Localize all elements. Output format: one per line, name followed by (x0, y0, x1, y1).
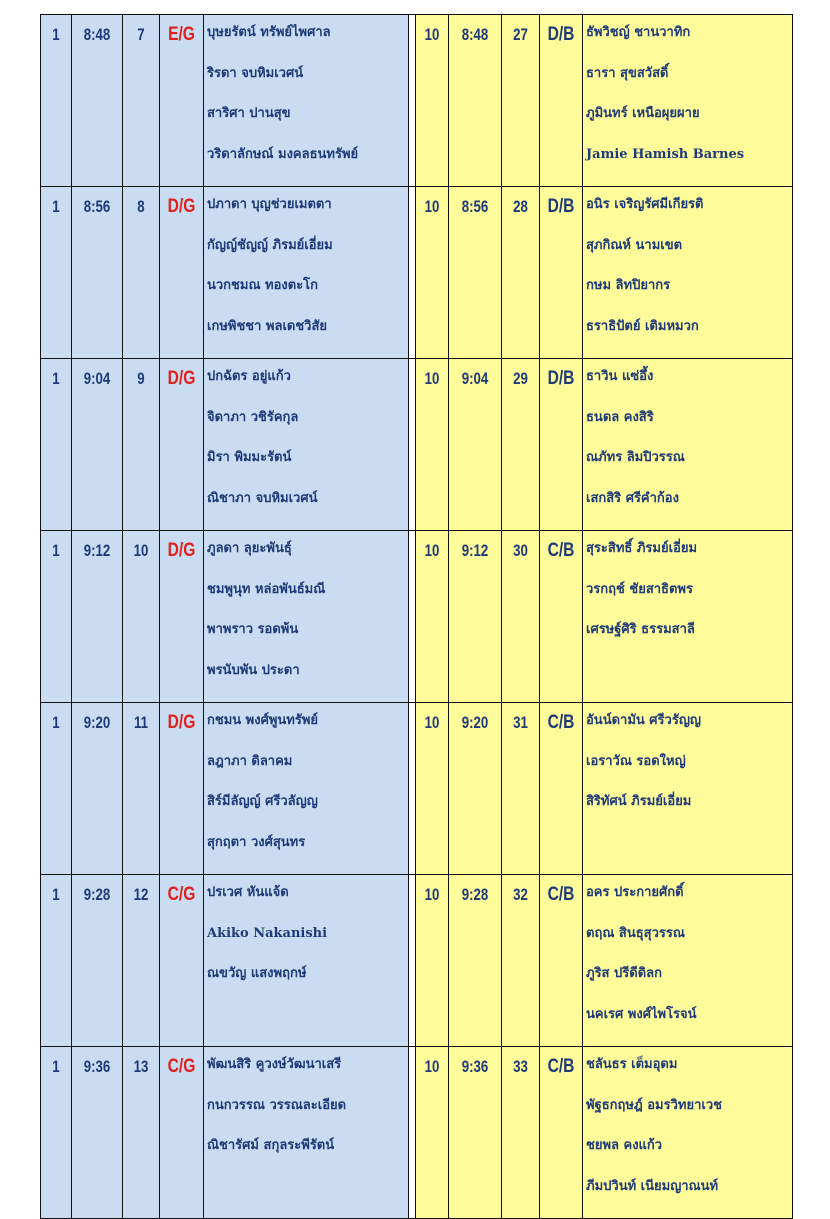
left-type-cell (160, 1047, 204, 1219)
left-hole-cell (41, 531, 72, 703)
right-time-cell (449, 15, 502, 187)
left-player-list (204, 359, 408, 530)
player-name: ภีมปวินท์ เนียมญาณนท์ (586, 1178, 719, 1194)
player-name: เกษพิชชา พลเดชวิสัย (207, 318, 328, 334)
right-type-cell (540, 187, 583, 359)
right-names-cell (583, 187, 793, 359)
player-name: ธัพวิชญ์ ชานวาทิก (586, 25, 691, 40)
player-name: ธารา สุขสวัสดิ์ (586, 65, 669, 81)
right-names-cell (583, 875, 793, 1047)
group-row (41, 1047, 793, 1219)
left-group-cell (123, 703, 160, 875)
right-hole: 10 (424, 25, 440, 44)
right-group-number: 31 (513, 713, 528, 732)
left-time-cell (72, 531, 123, 703)
player-name: ภูริส ปรีดีดิลก (586, 966, 662, 981)
right-hole-cell (416, 531, 449, 703)
left-player-list (204, 15, 408, 186)
left-group-number: 7 (137, 25, 145, 44)
left-player-list (204, 187, 408, 358)
right-player-list (583, 187, 792, 358)
right-time-cell (449, 875, 502, 1047)
left-hole: 1 (52, 197, 60, 216)
column-divider (409, 359, 416, 531)
player-name: เอราวัณ รอดใหญ่ (586, 753, 686, 769)
tee-time-sheet (40, 14, 792, 1194)
player-name: กนกวรรณ วรรณละเอียด (207, 1097, 347, 1113)
left-time: 9:04 (83, 369, 111, 388)
player-name: ตฤณ สินธุสุวรรณ (586, 925, 685, 941)
right-player-list (583, 875, 792, 1046)
right-group-number: 27 (513, 25, 528, 44)
right-group-number: 32 (513, 885, 528, 904)
left-player-list (204, 531, 408, 702)
player-name: ชยพล คงแก้ว (586, 1138, 663, 1153)
left-hole: 1 (52, 885, 60, 904)
left-division: D/G (167, 712, 196, 733)
right-group-cell (502, 531, 540, 703)
left-division: D/G (167, 196, 196, 217)
column-divider (409, 1047, 416, 1219)
left-type-cell (160, 875, 204, 1047)
right-player-list (583, 15, 792, 186)
right-division: C/B (547, 540, 575, 561)
right-hole: 10 (424, 369, 440, 388)
player-name: อันน์ดามัน ศรีวรัญญ (586, 713, 701, 728)
right-hole-cell (416, 875, 449, 1047)
group-row (41, 703, 793, 875)
player-name: กัญญ์ชัญญ์ ภิรมย์เอี่ยม (207, 237, 333, 253)
column-divider (409, 187, 416, 359)
group-row (41, 359, 793, 531)
left-time-cell (72, 15, 123, 187)
player-name: ณิชาภา จบหิมเวศน์ (207, 490, 318, 506)
left-hole: 1 (52, 541, 60, 560)
left-hole-cell (41, 15, 72, 187)
left-division: D/G (167, 368, 196, 389)
left-hole: 1 (52, 369, 60, 388)
right-hole: 10 (424, 1057, 440, 1076)
right-player-list (583, 703, 792, 834)
player-name: สาริศา ปานสุข (207, 106, 291, 121)
right-time: 9:28 (461, 885, 489, 904)
right-division: D/B (547, 24, 575, 45)
right-type-cell (540, 531, 583, 703)
right-names-cell (583, 15, 793, 187)
left-group-number: 12 (133, 885, 149, 904)
player-name: พาพราว รอดพ้น (207, 622, 299, 637)
player-name: ภูมินทร์ เหนือผุยผาย (586, 106, 700, 121)
left-names-cell (204, 15, 409, 187)
player-name: ลฎาภา ดิลาคม (207, 753, 293, 769)
right-type-cell (540, 875, 583, 1047)
left-hole: 1 (52, 713, 60, 732)
player-name: เศรษฐ์ศิริ ธรรมสาลี (586, 622, 695, 637)
right-time: 9:04 (461, 369, 489, 388)
left-time-cell (72, 359, 123, 531)
player-name: สิร์มีลัญญ์ ศรีวลัญญ (207, 794, 318, 809)
left-group-cell (123, 15, 160, 187)
left-player-list (204, 703, 408, 874)
right-division: C/B (547, 712, 575, 733)
left-time-cell (72, 1047, 123, 1219)
player-name: พัฒนสิริ คูวงษ์วัฒนาเสรี (207, 1057, 342, 1072)
right-hole-cell (416, 359, 449, 531)
left-division: D/G (167, 540, 196, 561)
player-name: Jamie Hamish Barnes (586, 146, 745, 162)
group-row (41, 875, 793, 1047)
left-time-cell (72, 875, 123, 1047)
right-division: D/B (547, 368, 575, 389)
right-group-cell (502, 359, 540, 531)
right-time: 8:56 (461, 197, 489, 216)
player-name: นคเรศ พงศ์ไพโรจน์ (586, 1006, 697, 1022)
right-time: 9:36 (461, 1057, 489, 1076)
player-name: สุระสิทธิ์ ภิรมย์เอี่ยม (586, 541, 698, 556)
left-names-cell (204, 531, 409, 703)
left-group-number: 13 (133, 1057, 149, 1076)
right-group-cell (502, 875, 540, 1047)
player-name: ปรเวศ หันแจ้ด (207, 885, 289, 900)
left-group-cell (123, 359, 160, 531)
left-type-cell (160, 531, 204, 703)
left-division: C/G (167, 1056, 196, 1077)
group-row (41, 187, 793, 359)
player-name: กษม ลิทปิยากร (586, 278, 671, 293)
right-names-cell (583, 703, 793, 875)
player-name: อนิร เจริญรัศมีเกียรติ (586, 197, 704, 212)
left-time: 8:48 (83, 25, 111, 44)
left-time-cell (72, 703, 123, 875)
right-group-number: 28 (513, 197, 528, 216)
left-group-cell (123, 875, 160, 1047)
right-division: C/B (547, 884, 575, 905)
right-group-cell (502, 15, 540, 187)
player-name: มิรา พิมมะรัตน์ (207, 450, 292, 465)
player-name: พัฐธกฤษฎ์ อมรวิทยาเวช (586, 1097, 722, 1113)
right-hole: 10 (424, 197, 440, 216)
right-player-list (583, 359, 792, 530)
player-name: ภูลดา ลุยะพันธุ์ (207, 541, 292, 556)
player-name: ปกฉัตร อยู่แก้ว (207, 369, 291, 384)
right-group-number: 30 (513, 541, 528, 560)
right-time-cell (449, 531, 502, 703)
player-name: บุษยรัตน์ ทรัพย์ไพศาล (207, 25, 331, 40)
left-group-cell (123, 1047, 160, 1219)
left-division: C/G (167, 884, 196, 905)
player-name: สุกฤตา วงศ์สุนทร (207, 834, 306, 850)
column-divider (409, 703, 416, 875)
column-divider (409, 15, 416, 187)
left-hole-cell (41, 875, 72, 1047)
right-time: 8:48 (461, 25, 489, 44)
left-type-cell (160, 703, 204, 875)
left-group-number: 10 (133, 541, 149, 560)
right-names-cell (583, 1047, 793, 1219)
left-group-cell (123, 187, 160, 359)
left-type-cell (160, 15, 204, 187)
tee-time-table (40, 14, 793, 1219)
right-type-cell (540, 1047, 583, 1219)
right-division: C/B (547, 1056, 575, 1077)
player-name: ธนดล คงสิริ (586, 409, 654, 425)
player-name: ชลันธร เต็มอุดม (586, 1057, 678, 1072)
left-time: 9:36 (83, 1057, 111, 1076)
group-row (41, 15, 793, 187)
right-time-cell (449, 703, 502, 875)
left-hole-cell (41, 1047, 72, 1219)
right-player-list (583, 531, 792, 662)
group-rows (41, 15, 793, 1219)
left-group-number: 11 (133, 713, 149, 732)
right-group-cell (502, 1047, 540, 1219)
right-type-cell (540, 359, 583, 531)
left-time-cell (72, 187, 123, 359)
right-type-cell (540, 15, 583, 187)
right-hole: 10 (424, 713, 440, 732)
left-names-cell (204, 703, 409, 875)
player-name: ชมพูนุท หล่อพันธ์มณี (207, 581, 326, 597)
player-name: ณิชารัศม์ สกุลระพีรัตน์ (207, 1138, 335, 1153)
left-names-cell (204, 875, 409, 1047)
left-names-cell (204, 187, 409, 359)
right-names-cell (583, 359, 793, 531)
right-hole-cell (416, 187, 449, 359)
left-names-cell (204, 1047, 409, 1219)
player-name: ริรดา จบหิมเวศน์ (207, 65, 304, 81)
right-time-cell (449, 1047, 502, 1219)
right-time: 9:20 (461, 713, 489, 732)
left-type-cell (160, 359, 204, 531)
right-group-cell (502, 703, 540, 875)
player-name: ณภัทร ลิมปิวรรณ (586, 450, 685, 465)
right-group-cell (502, 187, 540, 359)
player-name: ณขวัญ แสงพฤกษ์ (207, 966, 307, 981)
player-name: ธาวิน แซ่อึ้ง (586, 369, 654, 384)
left-names-cell (204, 359, 409, 531)
right-type-cell (540, 703, 583, 875)
player-name: ธราธิปัตย์ เติมหมวก (586, 318, 699, 334)
player-name: สุภกิณห์ นามเขต (586, 237, 683, 253)
player-name: อคร ประกายศักดิ์ (586, 885, 684, 900)
right-hole: 10 (424, 885, 440, 904)
right-player-list (583, 1047, 792, 1218)
left-hole-cell (41, 359, 72, 531)
player-name: กชมน พงศ์พูนทรัพย์ (207, 713, 319, 728)
right-time-cell (449, 359, 502, 531)
player-name: ปภาดา บุญช่วยเมตตา (207, 197, 332, 212)
left-division: E/G (168, 24, 195, 45)
right-time-cell (449, 187, 502, 359)
left-type-cell (160, 187, 204, 359)
left-time: 8:56 (83, 197, 111, 216)
left-player-list (204, 1047, 408, 1178)
right-group-number: 33 (513, 1057, 528, 1076)
player-name: วรกฤช์ ชัยสาธิตพร (586, 581, 693, 597)
right-division: D/B (547, 196, 575, 217)
player-name: วริดาลักษณ์ มงคลธนทรัพย์ (207, 146, 359, 162)
left-hole-cell (41, 187, 72, 359)
player-name: สิริทัศน์ ภิรมย์เอี่ยม (586, 794, 692, 809)
left-time: 9:20 (83, 713, 111, 732)
column-divider (409, 875, 416, 1047)
group-row (41, 531, 793, 703)
player-name: จิดาภา วชิรัคกุล (207, 409, 299, 425)
player-name: นวกชมณ ทองตะโก (207, 278, 319, 293)
left-player-list (204, 875, 408, 1006)
left-hole: 1 (52, 1057, 60, 1076)
player-name: พรนับพัน ประดา (207, 662, 300, 678)
right-hole-cell (416, 15, 449, 187)
left-group-number: 9 (137, 369, 145, 388)
right-time: 9:12 (461, 541, 489, 560)
player-name: เสกสิริ ศรีคำก้อง (586, 490, 679, 506)
left-group-cell (123, 531, 160, 703)
column-divider (409, 531, 416, 703)
right-hole-cell (416, 703, 449, 875)
left-time: 9:12 (83, 541, 111, 560)
left-time: 9:28 (83, 885, 111, 904)
right-group-number: 29 (513, 369, 528, 388)
right-hole-cell (416, 1047, 449, 1219)
right-names-cell (583, 531, 793, 703)
player-name: Akiko Nakanishi (207, 925, 328, 941)
left-group-number: 8 (137, 197, 145, 216)
left-hole-cell (41, 703, 72, 875)
right-hole: 10 (424, 541, 440, 560)
left-hole: 1 (52, 25, 60, 44)
